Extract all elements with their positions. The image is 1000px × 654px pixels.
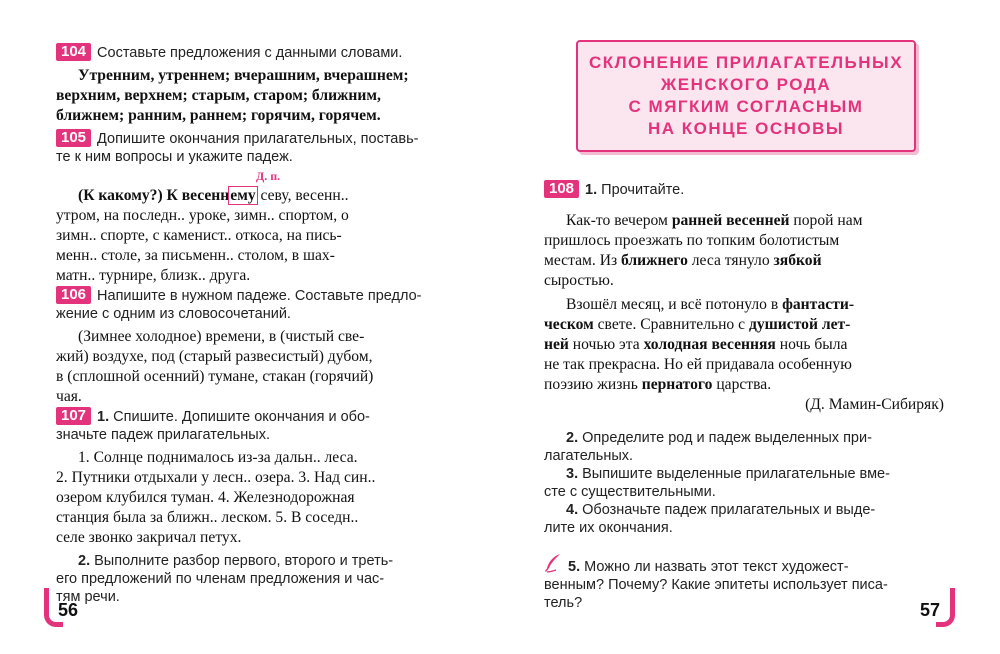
text-segment: Как-то вечером [566, 212, 672, 229]
title-line: ЖЕНСКОГО РОДА [660, 75, 832, 94]
exercise-task: Можно ли назвать этот текст художест- [584, 559, 849, 575]
text-segment: ночь была [775, 336, 848, 353]
text-line: станция была за ближн.. леском. 5. В соседн.. [56, 509, 359, 526]
exercise-106 [56, 286, 460, 407]
text-segment: местам. Из [544, 252, 622, 269]
text-line: верхним, верхнем; старым, старом; ближним, [56, 87, 381, 104]
highlighted-ending: ему [230, 187, 256, 204]
exercise-107 [56, 407, 460, 606]
exercise-number: 106 [56, 286, 91, 304]
exercise-task: жение с одним из словосочетаний. [56, 306, 291, 322]
exercise-number: 105 [56, 129, 91, 147]
text-line: (Зимнее холодное) времени, в (чистый све- [78, 328, 365, 345]
bold-adjective: пернатого [641, 376, 713, 393]
exercise-number: 104 [56, 43, 91, 61]
exercise-task: Выпишите выделенные прилагательные вме- [582, 466, 890, 482]
exercise-task: значьте падеж прилагательных. [56, 427, 270, 443]
exercise-task: Допишите окончания прилагательных, поставь- [97, 131, 419, 147]
text-line: менн.. столе, за письменн.. столом, в шах- [56, 247, 335, 264]
exercise-104 [56, 43, 460, 126]
right-page [500, 0, 1000, 654]
text-segment: порой нам [789, 212, 863, 229]
exercise-number: 107 [56, 407, 91, 425]
text-line: матн.. турнире, близк.. друга. [56, 267, 251, 284]
subtask-number: 1. [97, 409, 110, 425]
text-line: пришлось проезжать по топким болотистым [544, 232, 840, 249]
page-number: 57 [920, 600, 941, 620]
text-segment: севу, весенн.. [256, 187, 349, 204]
bold-adjective: фантасти- [782, 296, 855, 313]
text-line: в (сплошной осенний) тумане, стакан (горячий) [56, 368, 374, 385]
text-segment: Взошёл месяц, и всё потонуло в [566, 296, 783, 313]
text-line: 2. Путники отдыхали у лесн.. озера. 3. Над син.. [56, 469, 376, 486]
text-line: ближнем; ранним, раннем; горячим, горячем. [56, 107, 381, 124]
bold-adjective: душистой лет- [748, 316, 851, 333]
title-line: НА КОНЦЕ ОСНОВЫ [647, 119, 845, 138]
reading-text [544, 211, 944, 415]
subtask-number: 1. [585, 182, 598, 198]
text-line: зимн.. спорте, с каменист.. откоса, на пись- [56, 227, 342, 244]
exercise-task: Обозначьте падеж прилагательных и выде- [582, 502, 876, 518]
exercise-number: 108 [544, 180, 579, 198]
author: (Д. Мамин-Сибиряк) [805, 396, 944, 413]
subtask-number: 2. [78, 553, 91, 569]
bold-adjective: ранней весенней [671, 212, 790, 229]
page-number: 56 [58, 600, 79, 620]
exercise-task: Определите род и падеж выделенных при- [582, 430, 872, 446]
text-segment: ночью эта [568, 336, 644, 353]
text-segment: царства. [712, 376, 772, 393]
case-label: Д. п. [256, 169, 281, 183]
text-segment: леса тянуло [687, 252, 774, 269]
quill-pen-icon [544, 553, 562, 573]
subtask-number: 4. [566, 502, 579, 518]
text-line: не так прекрасна. Но ей придавала особенную [544, 356, 852, 373]
exercise-105 [56, 129, 460, 286]
exercise-task: лите их окончания. [544, 520, 673, 536]
subtask-number: 5. [568, 559, 581, 575]
text-line: жий) воздухе, под (старый развесистый) дубом, [56, 348, 373, 365]
text-line: 1. Солнце поднималось из-за дальн.. леса. [78, 449, 358, 466]
bold-adjective: холодная весенняя [643, 336, 776, 353]
exercise-task: венным? Почему? Какие эпитеты использует писа- [544, 577, 888, 593]
subtask-number: 3. [566, 466, 579, 482]
exercise-task: сте с существительными. [544, 484, 716, 500]
bold-adjective: зябкой [773, 252, 822, 269]
exercise-108 [544, 180, 944, 612]
exercise-task: Спишите. Допишите окончания и обо- [113, 409, 370, 425]
exercise-task: Напишите в нужном падеже. Составьте предло- [97, 288, 422, 304]
subtasks [544, 429, 944, 612]
text-line: Утренним, утреннем; вчерашним, вчерашнем; [78, 67, 409, 84]
bold-adjective: ческом [544, 316, 594, 333]
text-line: селе звонко закричал петух. [56, 529, 242, 546]
subtask-number: 2. [566, 430, 579, 446]
text-segment: поэзию жизнь [544, 376, 642, 393]
section-title [578, 52, 914, 140]
bold-adjective: ближнего [621, 252, 688, 269]
exercise-task: тям речи. [56, 589, 120, 605]
text-segment: (К какому?) К весенн [78, 187, 230, 204]
exercise-task: Прочитайте. [601, 182, 685, 198]
exercise-task: те к ним вопросы и укажите падеж. [56, 149, 293, 165]
title-line: С МЯГКИМ СОГЛАСНЫМ [628, 97, 864, 116]
exercise-task: его предложений по членам предложения и час- [56, 571, 385, 587]
title-line: СКЛОНЕНИЕ ПРИЛАГАТЕЛЬНЫХ [588, 53, 904, 72]
exercise-task: тель? [544, 595, 583, 611]
text-segment: свете. Сравнительно с [593, 316, 749, 333]
text-line: озером клубился туман. 4. Железнодорожная [56, 489, 355, 506]
text-line: утром, на последн.. уроке, зимн.. спортом, о [56, 207, 349, 224]
bold-adjective: ней [544, 336, 569, 353]
exercise-task: Составьте предложения с данными словами. [97, 45, 403, 61]
exercise-task: Выполните разбор первого, второго и треть- [94, 553, 394, 569]
section-title-box [576, 40, 916, 152]
text-line: чая. [56, 388, 82, 405]
exercise-task: лагательных. [544, 448, 634, 464]
text-line: сыростью. [544, 272, 614, 289]
